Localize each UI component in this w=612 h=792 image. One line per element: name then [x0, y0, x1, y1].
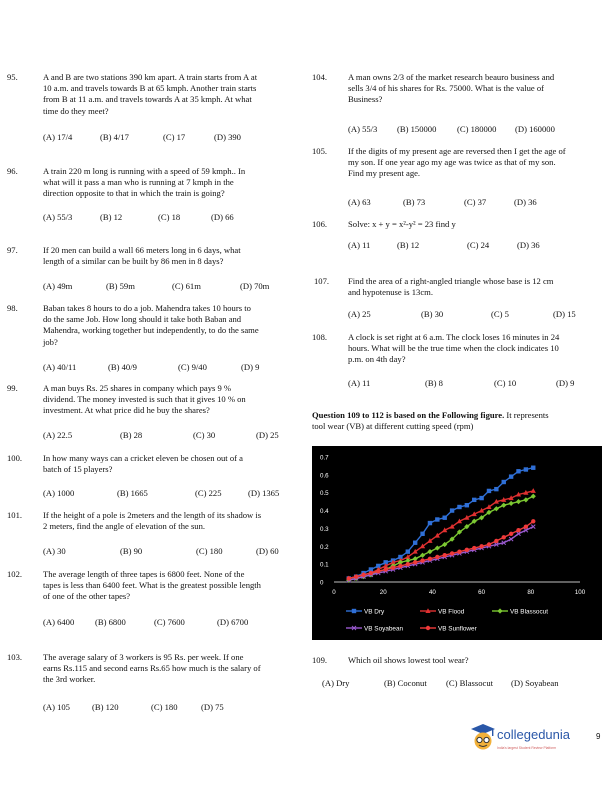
question-line: The average salary of 3 workers is 95 Rs. per week. If one	[43, 652, 244, 662]
data-point	[391, 566, 395, 570]
graduate-cap-logo-icon	[470, 722, 496, 752]
option-c: (C) 7600	[154, 617, 185, 627]
question-number: 106.	[312, 219, 328, 229]
question-line: 2 meters, find the angle of elevation of the sun.	[43, 521, 206, 532]
data-point	[457, 549, 461, 553]
option-b: (B) 1665	[117, 488, 148, 498]
question-line: from B at 11 a.m. and travels towards A at 35 kmph. At what	[43, 94, 252, 105]
data-point	[509, 501, 514, 506]
data-point	[376, 569, 380, 573]
section-header	[312, 410, 604, 431]
question-number: 103.	[7, 652, 23, 662]
question-line: In how many ways can a cricket eleven be chosen out of a	[43, 453, 243, 463]
question-line: A train 220 m long is running with a speed of 59 kmph.. In	[43, 166, 246, 176]
question-number: 104.	[312, 72, 328, 82]
question-line: of one of the other tapes?	[43, 591, 131, 602]
question-line: hours. What will be the true time when the clock indicates 10	[348, 343, 559, 354]
question-line: The average length of three tapes is 6800 feet. None of the	[43, 569, 245, 579]
question-line: 10 a.m. and travels towards B at 65 kmph. Another train starts	[43, 83, 257, 94]
data-point	[494, 539, 498, 543]
option-c: (C) 180000	[457, 124, 497, 134]
data-point	[435, 545, 440, 550]
question-line: my son. If one year ago my age was twice as that of my son.	[348, 157, 556, 168]
option-b: (B) 73	[403, 197, 426, 207]
legend-marker	[426, 626, 430, 630]
question-number: 109.	[312, 655, 328, 665]
option-a: (A) 25	[348, 309, 371, 319]
question-number: 95.	[7, 72, 18, 82]
question-line: direction opposite to that in which the train is going?	[43, 188, 225, 199]
option-d: (D) 75	[201, 702, 224, 712]
option-b: (B) 8	[425, 378, 443, 388]
data-point	[516, 469, 520, 473]
option-c: (C) 37	[464, 197, 487, 207]
option-d: (D) 160000	[515, 124, 555, 134]
data-point	[406, 562, 410, 566]
option-d: (D) 25	[256, 430, 279, 440]
option-d: (D) 9	[556, 378, 575, 388]
legend-marker	[497, 608, 502, 613]
option-d: (D) 15	[553, 309, 576, 319]
data-point	[516, 528, 520, 532]
data-point	[509, 532, 513, 536]
option-b: (B) 12	[100, 212, 123, 222]
question-line: Solve: x + y = x²-y² = 23 find y	[348, 219, 456, 229]
option-c: (C) 18	[158, 212, 181, 222]
data-point	[435, 555, 439, 559]
question-line: what will it pass a man who is running at 7 kmph in the	[43, 177, 234, 188]
option-a: (A) 6400	[43, 617, 75, 627]
question-line: Business?	[348, 94, 383, 105]
brand-logo-text: collegedunia	[497, 727, 571, 742]
data-point	[420, 558, 424, 562]
data-point	[465, 548, 469, 552]
question-line: Baban takes 8 hours to do a job. Mahendra takes 10 hours to	[43, 303, 251, 313]
legend-label: VB Sunflower	[438, 625, 477, 633]
question-number: 100.	[7, 453, 23, 463]
y-tick-label: 0.3	[320, 525, 329, 533]
question-line: Which oil shows lowest tool wear?	[348, 655, 469, 665]
question-line: If 20 men can build a wall 66 meters long in 6 days, what	[43, 245, 241, 255]
x-tick-label: 80	[527, 589, 535, 596]
option-a: (A) 11	[348, 240, 371, 250]
question-line: If the height of a pole is 2meters and the length of its shadow is	[43, 510, 262, 520]
x-tick-label: 20	[379, 589, 387, 596]
data-point	[487, 489, 491, 493]
y-tick-label: 0.2	[320, 543, 329, 551]
option-d: (D) 9	[241, 362, 260, 372]
x-tick-label: 40	[428, 589, 436, 596]
option-a: (A) 49m	[43, 281, 73, 291]
y-tick-label: 0.5	[320, 490, 329, 498]
y-tick-label: 0.6	[320, 472, 329, 480]
data-point	[494, 487, 498, 491]
question-line: length of a similar can be built by 86 men in 8 days?	[43, 256, 224, 267]
question-number: 97.	[7, 245, 18, 255]
option-d: (D) 1365	[248, 488, 280, 498]
data-point	[420, 532, 424, 536]
y-tick-label: 0	[320, 579, 324, 587]
data-point	[502, 480, 506, 484]
question-line: and hypotenuse is 13cm.	[348, 287, 433, 298]
data-point	[450, 551, 454, 555]
option-a: (A) Dry	[322, 678, 350, 688]
data-point	[369, 571, 373, 575]
data-point	[524, 467, 528, 471]
data-point	[465, 503, 469, 507]
data-point	[457, 505, 461, 509]
question-line: job?	[43, 336, 58, 347]
option-c: (C) 61m	[172, 281, 201, 291]
data-point	[413, 560, 417, 564]
option-b: (B) 4/17	[100, 132, 129, 142]
data-point	[509, 474, 513, 478]
legend-marker	[352, 609, 356, 613]
option-d: (D) 66	[211, 212, 234, 222]
data-point	[361, 573, 365, 577]
question-line: p.m. on 4th day?	[348, 354, 406, 365]
option-d: (D) 36	[517, 240, 540, 250]
option-c: (C) 30	[193, 430, 216, 440]
question-line: Find my present age.	[348, 168, 421, 179]
option-c: (C) 17	[163, 132, 186, 142]
option-b: (B) 12	[397, 240, 420, 250]
question-number: 99.	[7, 383, 18, 393]
question-line: do the same Job. How long should it take both Baban and	[43, 314, 242, 325]
y-tick-label: 0.1	[320, 561, 329, 569]
data-point	[398, 564, 402, 568]
y-tick-label: 0.4	[320, 508, 329, 516]
option-b: (B) 59m	[106, 281, 135, 291]
option-a: (A) 105	[43, 702, 70, 712]
x-tick-label: 100	[574, 589, 586, 596]
option-b: (B) Coconut	[384, 678, 427, 688]
section-header-rest: It represents	[504, 410, 549, 420]
section-header-bold: Question 109 to 112 is based on the Following figure.	[312, 410, 505, 420]
option-b: (B) 30	[421, 309, 444, 319]
option-c: (C) 24	[467, 240, 490, 250]
data-point	[472, 546, 476, 550]
data-point	[479, 496, 483, 500]
question-number: 105.	[312, 146, 328, 156]
legend-label: VB Soyabean	[364, 625, 404, 633]
question-number: 98.	[7, 303, 18, 313]
series-line	[349, 468, 534, 579]
data-point	[524, 524, 528, 528]
question-number: 107.	[314, 276, 330, 286]
data-point	[354, 574, 358, 578]
option-b: (B) 90	[120, 546, 143, 556]
option-c: (C) Blassocut	[446, 678, 494, 688]
option-a: (A) 11	[348, 378, 371, 388]
data-point	[516, 499, 521, 504]
question-line: A clock is set right at 6 a.m. The clock loses 16 minutes in 24	[348, 332, 560, 342]
question-line: dividend. The money invested is such that it gives 10 % on	[43, 394, 246, 405]
data-point	[479, 544, 483, 548]
option-a: (A) 22.5	[43, 430, 73, 440]
data-point	[428, 557, 432, 561]
question-number: 96.	[7, 166, 18, 176]
option-c: (C) 5	[491, 309, 509, 319]
option-b: (B) 28	[120, 430, 143, 440]
data-point	[443, 516, 447, 520]
data-point	[494, 506, 499, 511]
data-point	[487, 542, 491, 546]
question-line: sells 3/4 of his shares for Rs. 75000. What is the value of	[348, 83, 545, 94]
data-point	[531, 494, 536, 499]
x-tick-label: 60	[478, 589, 486, 596]
legend-label: VB Flood	[438, 608, 465, 616]
data-point	[502, 535, 506, 539]
data-point	[406, 549, 410, 553]
data-point	[450, 508, 454, 512]
data-point	[531, 488, 536, 493]
option-b: (B) 150000	[397, 124, 437, 134]
question-line: tapes is less than 6400 feet. What is the greatest possible length	[43, 580, 261, 591]
option-a: (A) 55/3	[348, 124, 378, 134]
option-a: (A) 55/3	[43, 212, 73, 222]
data-point	[383, 567, 387, 571]
question-number: 102.	[7, 569, 23, 579]
question-line: the 3rd worker.	[43, 674, 96, 685]
section-header-line2: tool wear (VB) at different cutting speed (rpm)	[312, 420, 474, 431]
data-point	[420, 553, 425, 558]
data-point	[347, 576, 351, 580]
option-a: (A) 63	[348, 197, 371, 207]
option-b: (B) 120	[92, 702, 119, 712]
option-d: (D) Soyabean	[511, 678, 559, 688]
data-point	[501, 503, 506, 508]
question-line: Find the area of a right-angled triangle whose base is 12 cm	[348, 276, 554, 286]
question-line: time do they meet?	[43, 105, 109, 116]
question-line: batch of 15 players?	[43, 464, 113, 475]
question-number: 101.	[7, 510, 23, 520]
data-point	[443, 553, 447, 557]
y-tick-label: 0.7	[320, 454, 329, 462]
question-line: A and B are two stations 390 km apart. A train starts from A at	[43, 72, 258, 82]
question-number: 108.	[312, 332, 328, 342]
data-point	[435, 517, 439, 521]
tool-wear-chart	[312, 446, 602, 640]
option-d: (D) 390	[214, 132, 241, 142]
option-c: (C) 10	[494, 378, 517, 388]
question-line: If the digits of my present age are reversed then I get the age of	[348, 146, 566, 156]
data-point	[427, 549, 432, 554]
legend-label: VB Dry	[364, 608, 385, 616]
data-point	[531, 519, 535, 523]
data-point	[428, 521, 432, 525]
data-point	[523, 497, 528, 502]
option-d: (D) 36	[514, 197, 537, 207]
option-a: (A) 17/4	[43, 132, 73, 142]
option-d: (D) 70m	[240, 281, 270, 291]
data-point	[413, 541, 417, 545]
option-c: (C) 225	[195, 488, 222, 498]
question-line: investment. At what price did he buy the shares?	[43, 405, 210, 416]
legend-label: VB Blassocut	[510, 608, 549, 616]
page-number: 9	[596, 732, 601, 741]
option-d: (D) 60	[256, 546, 279, 556]
question-line: earns Rs.115 and second earns Rs.65 how much is the salary of	[43, 663, 261, 674]
question-line: A man buys Rs. 25 shares in company which pays 9 %	[43, 383, 232, 393]
option-b: (B) 40/9	[108, 362, 137, 372]
option-a: (A) 40/11	[43, 362, 77, 372]
question-line: Mahendra, working together but independently, to do the same	[43, 325, 259, 336]
brand-tagline: India's largest Student Review Platform	[497, 746, 557, 750]
option-d: (D) 6700	[217, 617, 249, 627]
option-a: (A) 1000	[43, 488, 75, 498]
x-tick-label: 0	[332, 589, 336, 596]
option-c: (C) 180	[196, 546, 223, 556]
question-line: A man owns 2/3 of the market research beauro business and	[348, 72, 555, 82]
option-c: (C) 180	[151, 702, 178, 712]
option-c: (C) 9/40	[178, 362, 207, 372]
data-point	[472, 498, 476, 502]
option-b: (B) 6800	[95, 617, 126, 627]
data-point	[531, 466, 535, 470]
option-a: (A) 30	[43, 546, 66, 556]
